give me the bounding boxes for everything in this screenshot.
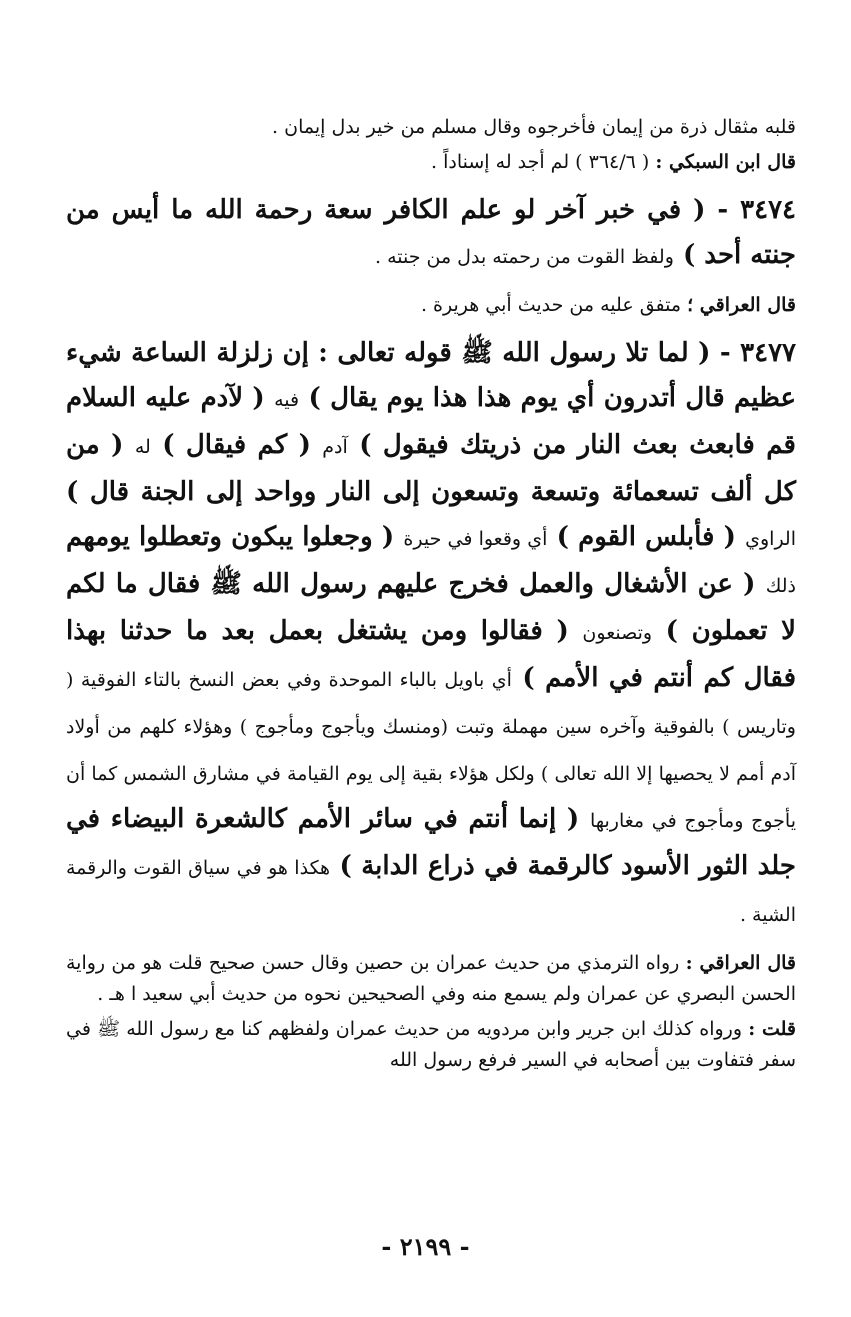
text-line: ولفظ القوت من رحمته بدل من جنته . [374,246,674,268]
commentary: وتصنعون [582,622,653,644]
paragraph-qultu [66,1014,796,1076]
commentary: ذلك [765,575,796,597]
hadith-text: ( فأبلس القوم ) [556,522,736,552]
commentary: هكذا هو في سياق القوت والرقمة الشية . [66,857,796,926]
commentary: له [134,436,151,458]
paragraph-continuation [66,112,796,143]
attribution-label: قال ابن السبكي : [655,151,796,173]
hadith-3474 [66,188,796,280]
hadith-text: ( من كل ألف تسعمائة وتسعة وتسعون إلى النار وواحد إلى الجنة قال ) [66,430,796,507]
attribution-label: قال العراقي ؛ [687,294,796,316]
paragraph-subki [66,147,796,178]
commentary: أي باويل بالباء الموحدة وفي بعض النسخ بالتاء الفوقية ( وتاريس ) بالفوقية وآخره سين مهملة وتبت (ومنسك ويأجوج ومأجوج ) وهؤلاء كلهم من أولاد آدم أمم لا يحصيها إلا الله تعالى ) ولكل هؤلاء بقية إلى يوم القيامة في مشارق الشمس كما أن يأجوج ومأجوج في مغاربها [66,669,796,832]
hadith-text: ( إنما أنتم في سائر الأمم كالشعرة البيضاء في جلد الثور الأسود كالرقمة في ذراع الدابة ) [66,804,796,881]
paragraph-iraqi-2 [66,948,796,1010]
hadith-text: ( لآدم عليه السلام قم فابعث بعث النار من ذريتك فيقول ) [66,383,796,460]
commentary: الراوي [745,528,797,550]
hadith-text: ٣٤٧٤ - ( في خبر آخر لو علم الكافر سعة رحمة الله ما أيس من جنته أحد ) [66,195,796,270]
page-body [66,112,796,1076]
text-line: رواه الترمذي من حديث عمران بن حصين وقال حسن صحيح قلت هو من رواية الحسن البصري عن عمران ولم يسمع منه وفي الصحيحين نحوه من حديث أبي سعيد ا هـ . [66,952,796,1005]
page-number: - ٢١٩٩ - [381,1232,470,1261]
text-line: ورواه كذلك ابن جرير وابن مردويه من حديث عمران ولفظهم كنا مع رسول الله ﷺ في سفر فتفاوت بين أصحابه في السير فرفع رسول الله [66,1018,796,1071]
text-line: متفق عليه من حديث أبي هريرة . [420,294,682,316]
hadith-text: ( وجعلوا يبكون وتعطلوا يومهم [66,522,395,552]
hadith-text: ( عن الأشغال والعمل فخرج عليهم رسول الله ﷺ فقال ما لكم لا تعملون ) [66,569,796,646]
hadith-text: ( كم فيقال ) [162,430,311,460]
paragraph-iraqi-1 [66,290,796,321]
attribution-label: قال العراقي : [685,952,796,974]
commentary: فيه [274,389,300,411]
attribution-label: قلت : [748,1018,796,1040]
hadith-text: ( فقالوا ومن يشتغل بعمل بعد ما حدثنا بهذا فقال كم أنتم في الأمم ) [66,616,796,693]
text-line: قلبه مثقال ذرة من إيمان فأخرجوه وقال مسلم من خير بدل إيمان . [272,116,796,138]
commentary: آدم [322,436,348,458]
hadith-text: ٣٤٧٧ - ( لما تلا رسول الله ﷺ قوله تعالى : إن زلزلة الساعة شيء عظيم قال أتدرون أي يوم هذا هذا يوم يقال ) [66,338,796,413]
hadith-3477 [66,331,796,938]
commentary: أي وقعوا في حيرة [403,528,548,550]
text-line: ( ٣٦٤/٦ ) لم أجد له إسناداً . [431,151,650,173]
